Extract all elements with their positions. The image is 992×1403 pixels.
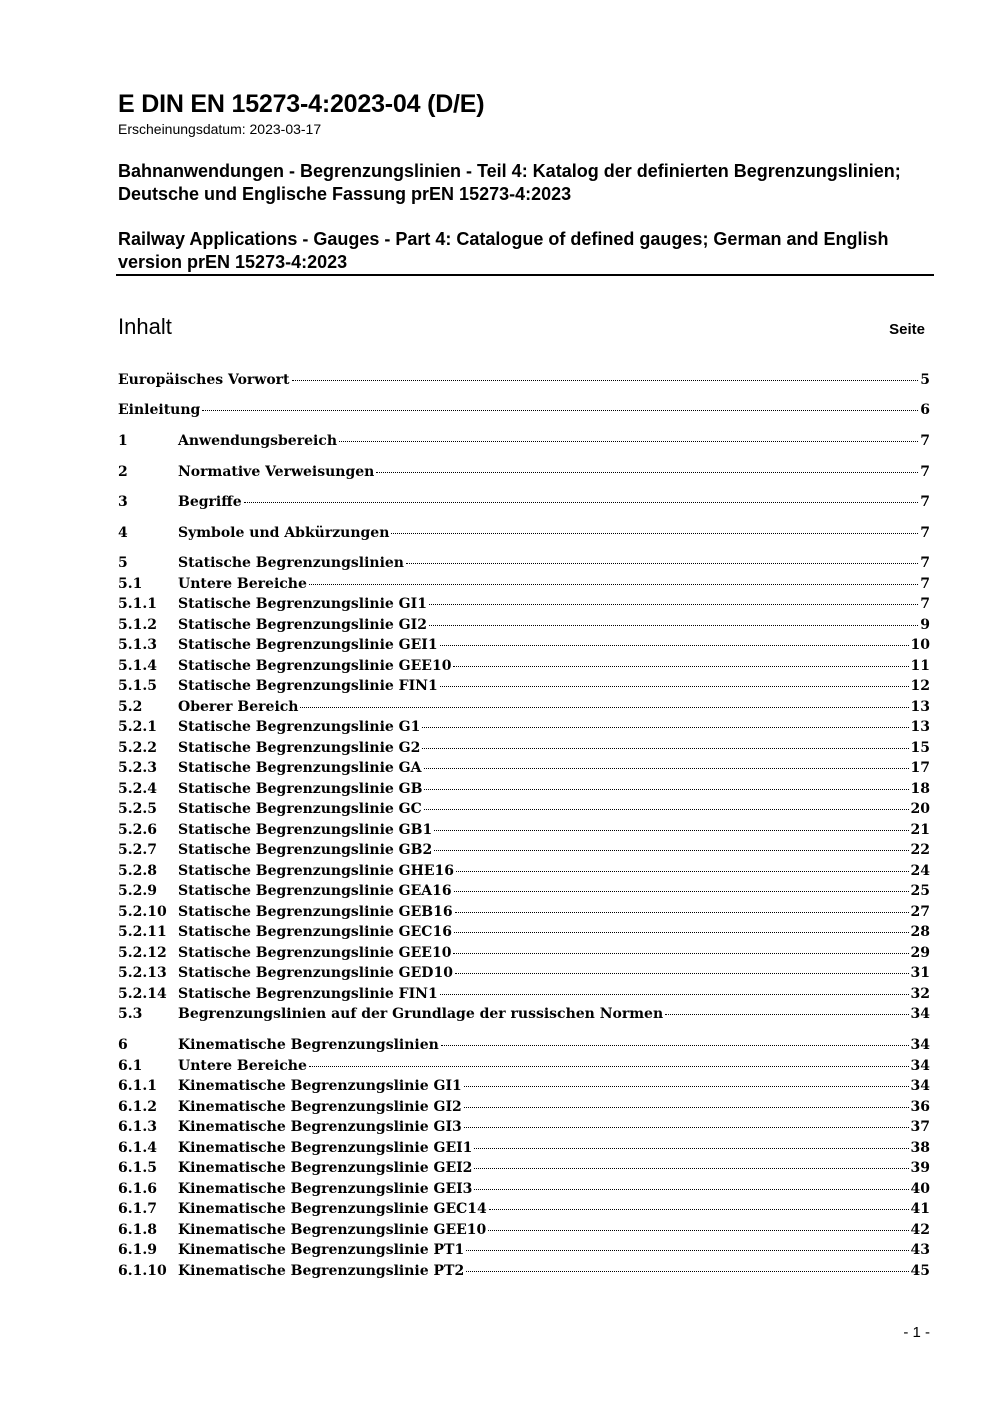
toc-entry-number: 5.3 bbox=[118, 1006, 143, 1022]
toc-entry-page: 24 bbox=[910, 863, 930, 879]
toc-entry-title: Kinematische Begrenzungslinie PT2 bbox=[178, 1263, 465, 1279]
toc-entry-page: 7 bbox=[920, 555, 930, 571]
toc-entry[interactable] bbox=[118, 861, 930, 881]
toc-dot-leader bbox=[429, 625, 918, 626]
toc-dot-leader bbox=[424, 789, 908, 790]
toc-entry-title: Kinematische Begrenzungslinie GEE10 bbox=[178, 1222, 487, 1238]
toc-entry-number: 6.1 bbox=[118, 1058, 143, 1074]
toc-entry-title: Kinematische Begrenzungslinie GI2 bbox=[178, 1099, 462, 1115]
toc-entry-page: 39 bbox=[910, 1160, 930, 1176]
toc-dot-leader bbox=[474, 1148, 908, 1149]
toc-entry-page: 11 bbox=[910, 658, 930, 674]
toc-entry-page: 7 bbox=[920, 576, 930, 592]
toc-entry-number: 5.2.1 bbox=[118, 719, 157, 735]
toc-dot-leader bbox=[422, 748, 908, 749]
toc-entry[interactable] bbox=[118, 840, 930, 860]
toc-entry-page: 20 bbox=[910, 801, 930, 817]
toc-entry-page: 34 bbox=[910, 1058, 930, 1074]
toc-entry-page: 10 bbox=[910, 637, 930, 653]
toc-entry[interactable] bbox=[118, 1220, 930, 1240]
toc-entry-page: 7 bbox=[920, 525, 930, 541]
toc-entry-title: Symbole und Abkürzungen bbox=[178, 525, 390, 541]
toc-page-label: Seite bbox=[889, 321, 925, 338]
toc-dot-leader bbox=[376, 472, 918, 473]
toc-entry-number: 6.1.7 bbox=[118, 1201, 157, 1217]
toc-entry-number: 5.1.3 bbox=[118, 637, 157, 653]
toc-entry-page: 18 bbox=[910, 781, 930, 797]
toc-dot-leader bbox=[455, 912, 909, 913]
toc-entry[interactable] bbox=[118, 820, 930, 840]
toc-entry-title: Statische Begrenzungslinie FIN1 bbox=[178, 986, 438, 1002]
toc-entry-number: 5.2.9 bbox=[118, 883, 157, 899]
toc-entry[interactable] bbox=[118, 615, 930, 635]
toc-entry-number: 5 bbox=[118, 555, 128, 571]
toc-entry[interactable] bbox=[118, 922, 930, 942]
toc-entry-number: 6.1.10 bbox=[118, 1263, 167, 1279]
toc-entry-title: Kinematische Begrenzungslinie GI3 bbox=[178, 1119, 462, 1135]
toc-dot-leader bbox=[453, 666, 908, 667]
toc-entry-number: 5.2.8 bbox=[118, 863, 157, 879]
toc-entry-title: Untere Bereiche bbox=[178, 576, 307, 592]
toc-entry[interactable] bbox=[118, 1240, 930, 1260]
toc-dot-leader bbox=[464, 1127, 909, 1128]
toc-entry-page: 29 bbox=[910, 945, 930, 961]
toc-entry-title: Normative Verweisungen bbox=[178, 464, 375, 480]
toc-entry-page: 28 bbox=[910, 924, 930, 940]
toc-entry-title: Statische Begrenzungslinie G2 bbox=[178, 740, 421, 756]
toc-entry-number: 6.1.6 bbox=[118, 1181, 157, 1197]
toc-entry-number: 5.2.5 bbox=[118, 801, 157, 817]
toc-dot-leader bbox=[488, 1230, 908, 1231]
toc-entry-page: 7 bbox=[920, 464, 930, 480]
toc-entry-title: Kinematische Begrenzungslinie GEI3 bbox=[178, 1181, 473, 1197]
toc-dot-leader bbox=[456, 871, 908, 872]
toc-entry-title: Statische Begrenzungslinie GB bbox=[178, 781, 423, 797]
toc-entry-page: 32 bbox=[910, 986, 930, 1002]
toc-entry-number: 5.2.13 bbox=[118, 965, 167, 981]
toc-dot-leader bbox=[339, 441, 918, 442]
toc-entry[interactable] bbox=[118, 594, 930, 614]
toc-dot-leader bbox=[424, 768, 909, 769]
toc-entry-title: Statische Begrenzungslinie GEA16 bbox=[178, 883, 452, 899]
toc-entry-title: Statische Begrenzungslinie GHE16 bbox=[178, 863, 455, 879]
toc-dot-leader bbox=[455, 973, 909, 974]
toc-entry[interactable] bbox=[118, 779, 930, 799]
toc-entry-title: Statische Begrenzungslinie G1 bbox=[178, 719, 421, 735]
toc-entry-page: 25 bbox=[910, 883, 930, 899]
toc-entry-page: 7 bbox=[920, 494, 930, 510]
toc-dot-leader bbox=[292, 380, 919, 381]
toc-dot-leader bbox=[466, 1271, 908, 1272]
toc-entry-page: 43 bbox=[910, 1242, 930, 1258]
toc-entry-number: 6.1.8 bbox=[118, 1222, 157, 1238]
toc-entry[interactable] bbox=[118, 492, 930, 512]
toc-entry[interactable] bbox=[118, 400, 930, 420]
toc-entry-number: 6.1.2 bbox=[118, 1099, 157, 1115]
toc-entry-page: 13 bbox=[910, 719, 930, 735]
toc-entry-page: 34 bbox=[910, 1078, 930, 1094]
toc-heading: Inhalt bbox=[118, 314, 172, 339]
toc-dot-leader bbox=[391, 533, 918, 534]
toc-entry-page: 17 bbox=[910, 760, 930, 776]
toc-dot-leader bbox=[434, 830, 908, 831]
toc-entry[interactable] bbox=[118, 1035, 930, 1055]
toc-entry-number: 5.2.7 bbox=[118, 842, 157, 858]
toc-dot-leader bbox=[434, 850, 908, 851]
toc-entry-number: 2 bbox=[118, 464, 128, 480]
toc-entry-title: Statische Begrenzungslinie GC bbox=[178, 801, 422, 817]
toc-entry-title: Statische Begrenzungslinie FIN1 bbox=[178, 678, 438, 694]
toc-entry-number: 1 bbox=[118, 433, 128, 449]
toc-entry-number: 5.2.4 bbox=[118, 781, 157, 797]
toc-entry-title: Begriffe bbox=[178, 494, 242, 510]
toc-entry[interactable] bbox=[118, 799, 930, 819]
toc-entry-title: Statische Begrenzungslinie GI1 bbox=[178, 596, 427, 612]
toc-entry-page: 21 bbox=[910, 822, 930, 838]
toc-entry[interactable] bbox=[118, 881, 930, 901]
toc-entry-title: Kinematische Begrenzungslinie PT1 bbox=[178, 1242, 465, 1258]
toc-entry-page: 6 bbox=[920, 402, 930, 418]
toc-dot-leader bbox=[440, 645, 909, 646]
toc-dot-leader bbox=[453, 953, 908, 954]
toc-entry-title: Untere Bereiche bbox=[178, 1058, 307, 1074]
toc-dot-leader bbox=[244, 502, 919, 503]
toc-dot-leader bbox=[454, 932, 909, 933]
toc-entry[interactable] bbox=[118, 676, 930, 696]
toc-entry-title: Kinematische Begrenzungslinie GEI1 bbox=[178, 1140, 473, 1156]
toc-entry-page: 13 bbox=[910, 699, 930, 715]
toc-dot-leader bbox=[406, 563, 918, 564]
toc-entry-page: 38 bbox=[910, 1140, 930, 1156]
toc-entry[interactable] bbox=[118, 1004, 930, 1024]
toc-entry-number: 6.1.4 bbox=[118, 1140, 157, 1156]
toc-entry-number: 5.1.2 bbox=[118, 617, 157, 633]
toc-dot-leader bbox=[474, 1189, 908, 1190]
toc-entry[interactable] bbox=[118, 943, 930, 963]
toc-entry-title: Kinematische Begrenzungslinie GEC14 bbox=[178, 1201, 487, 1217]
toc-entry-number: 5.2.14 bbox=[118, 986, 167, 1002]
toc-entry[interactable] bbox=[118, 1199, 930, 1219]
toc-entry-number: 6.1.9 bbox=[118, 1242, 157, 1258]
toc-dot-leader bbox=[309, 584, 918, 585]
toc-entry-number: 6.1.1 bbox=[118, 1078, 157, 1094]
toc-entry-title: Kinematische Begrenzungslinien bbox=[178, 1037, 439, 1053]
toc-entry-title: Statische Begrenzungslinie GED10 bbox=[178, 965, 453, 981]
toc-entry-number: 6.1.3 bbox=[118, 1119, 157, 1135]
toc-entry[interactable] bbox=[118, 1056, 930, 1076]
toc-entry-page: 34 bbox=[910, 1037, 930, 1053]
toc-entry-title: Oberer Bereich bbox=[178, 699, 299, 715]
toc-entry-title: Statische Begrenzungslinie GEB16 bbox=[178, 904, 453, 920]
toc-dot-leader bbox=[300, 707, 908, 708]
toc-dot-leader bbox=[454, 891, 909, 892]
toc-entry[interactable] bbox=[118, 1261, 930, 1281]
toc-entry-title: Europäisches Vorwort bbox=[118, 372, 290, 388]
toc-entry[interactable] bbox=[118, 462, 930, 482]
toc-entry[interactable] bbox=[118, 1179, 930, 1199]
toc-entry-title: Kinematische Begrenzungslinie GEI2 bbox=[178, 1160, 473, 1176]
toc-entry-page: 7 bbox=[920, 433, 930, 449]
toc-entry-page: 7 bbox=[920, 596, 930, 612]
toc-entry[interactable] bbox=[118, 717, 930, 737]
toc-dot-leader bbox=[474, 1168, 908, 1169]
toc-dot-leader bbox=[422, 727, 908, 728]
toc-entry-page: 12 bbox=[910, 678, 930, 694]
toc-entry-title: Einleitung bbox=[118, 402, 201, 418]
toc-entry-title: Statische Begrenzungslinien bbox=[178, 555, 404, 571]
toc-entry-number: 5.2 bbox=[118, 699, 143, 715]
toc-entry-number: 5.1.1 bbox=[118, 596, 157, 612]
toc-entry-title: Statische Begrenzungslinie GA bbox=[178, 760, 422, 776]
title-english: Railway Applications - Gauges - Part 4: Catalogue of defined gauges; German and English version prEN 15273-4:2023 bbox=[118, 229, 889, 272]
toc-entry-title: Statische Begrenzungslinie GB2 bbox=[178, 842, 433, 858]
toc-entry[interactable] bbox=[118, 656, 930, 676]
toc-dot-leader bbox=[440, 686, 909, 687]
toc-entry-title: Statische Begrenzungslinie GI2 bbox=[178, 617, 427, 633]
toc-entry-number: 5.2.6 bbox=[118, 822, 157, 838]
toc-entry-page: 37 bbox=[910, 1119, 930, 1135]
toc-entry[interactable] bbox=[118, 1117, 930, 1137]
toc-entry-number: 4 bbox=[118, 525, 128, 541]
toc-entry-title: Statische Begrenzungslinie GEE10 bbox=[178, 658, 452, 674]
toc-entry-number: 6 bbox=[118, 1037, 128, 1053]
toc-dot-leader bbox=[441, 1045, 909, 1046]
toc-entry-number: 5.2.2 bbox=[118, 740, 157, 756]
toc-entry[interactable] bbox=[118, 963, 930, 983]
toc-entry-page: 5 bbox=[920, 372, 930, 388]
toc-dot-leader bbox=[424, 809, 909, 810]
toc-dot-leader bbox=[440, 994, 909, 995]
toc-entry-page: 40 bbox=[910, 1181, 930, 1197]
toc-entry[interactable] bbox=[118, 1158, 930, 1178]
toc-entry-page: 22 bbox=[910, 842, 930, 858]
toc-entry-number: 5.2.12 bbox=[118, 945, 167, 961]
toc-entry[interactable] bbox=[118, 1076, 930, 1096]
toc-entry-page: 36 bbox=[910, 1099, 930, 1115]
toc-entry-page: 27 bbox=[910, 904, 930, 920]
toc-entry[interactable] bbox=[118, 758, 930, 778]
toc-entry[interactable] bbox=[118, 902, 930, 922]
toc-entry-title: Statische Begrenzungslinie GEE10 bbox=[178, 945, 452, 961]
toc-dot-leader bbox=[464, 1086, 909, 1087]
toc-entry-title: Kinematische Begrenzungslinie GI1 bbox=[178, 1078, 462, 1094]
toc-entry-title: Statische Begrenzungslinie GEI1 bbox=[178, 637, 438, 653]
toc-entry-title: Begrenzungslinien auf der Grundlage der russischen Normen bbox=[178, 1006, 664, 1022]
toc-dot-leader bbox=[429, 604, 918, 605]
toc-entry[interactable] bbox=[118, 431, 930, 451]
toc-entry-page: 15 bbox=[910, 740, 930, 756]
toc-entry[interactable] bbox=[118, 553, 930, 573]
toc-entry[interactable] bbox=[118, 1138, 930, 1158]
document-code: E DIN EN 15273-4:2023-04 (D/E) bbox=[118, 90, 485, 118]
toc-dot-leader bbox=[489, 1209, 909, 1210]
toc-dot-leader bbox=[309, 1066, 909, 1067]
toc-entry-number: 5.1 bbox=[118, 576, 143, 592]
toc-entry[interactable] bbox=[118, 984, 930, 1004]
toc-entry[interactable] bbox=[118, 1097, 930, 1117]
toc-entry[interactable] bbox=[118, 738, 930, 758]
toc-dot-leader bbox=[466, 1250, 908, 1251]
toc-dot-leader bbox=[202, 410, 918, 411]
footer-page-number: - 1 - bbox=[903, 1324, 930, 1341]
toc-entry-number: 3 bbox=[118, 494, 128, 510]
toc-entry-page: 31 bbox=[910, 965, 930, 981]
toc-entry[interactable] bbox=[118, 574, 930, 594]
toc-entry-page: 34 bbox=[910, 1006, 930, 1022]
toc-entry-number: 5.2.3 bbox=[118, 760, 157, 776]
toc-entry-page: 42 bbox=[910, 1222, 930, 1238]
toc-entry[interactable] bbox=[118, 370, 930, 390]
toc-entry-page: 41 bbox=[910, 1201, 930, 1217]
toc-entry-title: Anwendungsbereich bbox=[178, 433, 337, 449]
toc-entry-number: 5.1.5 bbox=[118, 678, 157, 694]
toc-dot-leader bbox=[464, 1107, 909, 1108]
toc-entry-number: 5.2.11 bbox=[118, 924, 167, 940]
toc-entry-page: 45 bbox=[910, 1263, 930, 1279]
toc-entry-title: Statische Begrenzungslinie GB1 bbox=[178, 822, 433, 838]
toc-entry[interactable] bbox=[118, 523, 930, 543]
toc-entry-number: 5.1.4 bbox=[118, 658, 157, 674]
toc-entry[interactable] bbox=[118, 697, 930, 717]
publication-date: Erscheinungsdatum: 2023-03-17 bbox=[118, 121, 322, 137]
toc-entry-number: 6.1.5 bbox=[118, 1160, 157, 1176]
toc-entry[interactable] bbox=[118, 635, 930, 655]
toc-dot-leader bbox=[665, 1014, 908, 1015]
title-divider bbox=[116, 274, 934, 276]
toc-entry-page: 9 bbox=[920, 617, 930, 633]
title-german: Bahnanwendungen - Begrenzungslinien - Teil 4: Katalog der definierten Begrenzungslinien; Deutsche und Englische Fassung prEN 15273-4:2023 bbox=[118, 161, 901, 204]
toc-entry-number: 5.2.10 bbox=[118, 904, 167, 920]
toc-entry-title: Statische Begrenzungslinie GEC16 bbox=[178, 924, 452, 940]
